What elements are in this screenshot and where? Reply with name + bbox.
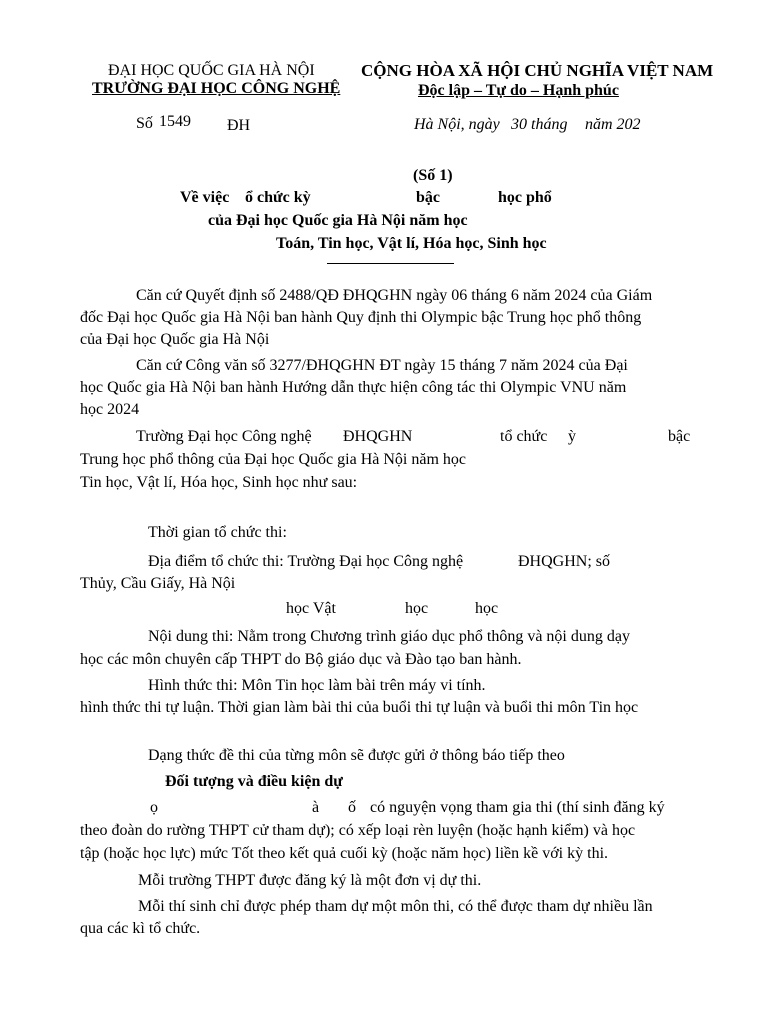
candidate-rule-line1: Mỗi thí sinh chỉ được phép tham dự một môn thi, có thể được tham dự nhiều lần (138, 898, 653, 915)
agency-name: ĐẠI HỌC QUỐC GIA HÀ NỘI (108, 62, 315, 79)
title-line1-d: học phổ (498, 189, 552, 206)
intro-line1-d: ỳ (568, 428, 576, 445)
title-number: (Số 1) (413, 167, 453, 184)
intro-line1-e: bậc (668, 428, 691, 445)
title-line2: của Đại học Quốc gia Hà Nội năm học (208, 212, 468, 229)
subjects-a: học Vật (286, 600, 336, 617)
basis-2-line1: Căn cứ Công văn số 3277/ĐHQGHN ĐT ngày 15 tháng 7 năm 2024 của Đại (136, 357, 628, 374)
title-line1-c: bậc (416, 189, 440, 206)
eligibility-line1-c: ố (348, 799, 356, 816)
candidate-rule-line2: qua các kì tổ chức. (80, 920, 201, 937)
basis-1-line3: của Đại học Quốc gia Hà Nội (80, 331, 270, 348)
title-line1-b: ổ chức kỳ (245, 189, 311, 206)
school-name: TRƯỜNG ĐẠI HỌC CÔNG NGHỆ (92, 80, 341, 97)
exam-time-label: Thời gian tổ chức thi: (148, 524, 287, 541)
eligibility-line2: theo đoàn do rường THPT cử tham dự); có xếp loại rèn luyện (hoặc hạnh kiểm) và học (80, 822, 636, 839)
exam-content-line1: Nội dung thi: Nằm trong Chương trình giáo dục phổ thông và nội dung dạy (148, 628, 630, 645)
place-date-prefix: Hà Nội, ngày (414, 116, 500, 133)
eligibility-line1-b: à (312, 799, 320, 816)
basis-1-line1: Căn cứ Quyết định số 2488/QĐ ĐHQGHN ngày 06 tháng 6 năm 2024 của Giám (136, 287, 653, 304)
intro-line1-a: Trường Đại học Công nghệ (136, 428, 312, 445)
intro-line2: Trung học phổ thông của Đại học Quốc gia Hà Nội năm học (80, 451, 466, 468)
basis-2-line2: học Quốc gia Hà Nội ban hành Hướng dẫn thực hiện công tác thi Olympic VNU năm (80, 379, 627, 396)
intro-line1-c: tổ chức (500, 428, 548, 445)
subjects-c: học (475, 600, 499, 617)
exam-place-line1-b: ĐHQGHN; số (518, 553, 610, 570)
basis-2-line3: học 2024 (80, 401, 140, 418)
eligibility-line1-a: ọ (150, 799, 158, 816)
doc-number: 1549 (159, 113, 191, 130)
exam-place-line1-a: Địa điểm tổ chức thi: Trường Đại học Công nghệ (148, 553, 464, 570)
basis-1-line2: đốc Đại học Quốc gia Hà Nội ban hành Quy định thi Olympic bậc Trung học phổ thông (80, 309, 642, 326)
title-divider (327, 263, 454, 264)
exam-place-line2: Thủy, Cầu Giấy, Hà Nội (80, 575, 236, 592)
intro-line1-b: ĐHQGHN (343, 428, 413, 445)
eligibility-line3: tập (hoặc học lực) mức Tốt theo kết quả cuối kỳ (hoặc năm học) liền kề với kỳ thi. (80, 845, 609, 862)
national-title: CỘNG HÒA XÃ HỘI CHỦ NGHĨA VIỆT NAM (361, 61, 714, 80)
date-year-label: năm 202 (585, 116, 641, 133)
exam-format-note: Dạng thức đề thi của từng môn sẽ được gửi ở thông báo tiếp theo (148, 747, 565, 764)
doc-number-suffix: ĐH (227, 117, 251, 134)
doc-number-label: Số (136, 115, 153, 132)
intro-line3: Tin học, Vật lí, Hóa học, Sinh học như sau: (80, 474, 358, 491)
title-line3: Toán, Tin học, Vật lí, Hóa học, Sinh học (276, 235, 547, 252)
exam-form-line1: Hình thức thi: Môn Tin học làm bài trên máy vi tính. (148, 677, 486, 694)
eligibility-line1-d: có nguyện vọng tham gia thi (thí sinh đăng ký (370, 799, 665, 816)
date-month-label: tháng (531, 116, 568, 133)
exam-form-line2: hình thức thi tự luận. Thời gian làm bài thi của buổi thi tự luận và buổi thi môn Tin học (80, 699, 639, 716)
unit-rule: Mỗi trường THPT được đăng ký là một đơn vị dự thi. (138, 872, 482, 889)
exam-content-line2: học các môn chuyên cấp THPT do Bộ giáo dục và Đào tạo ban hành. (80, 651, 522, 668)
subjects-b: học (405, 600, 429, 617)
title-line1-a: Về việc (180, 189, 230, 206)
date-day: 30 (511, 116, 527, 133)
section-heading-eligibility: Đối tượng và điều kiện dự (165, 773, 343, 790)
national-motto: Độc lập – Tự do – Hạnh phúc (418, 82, 619, 99)
